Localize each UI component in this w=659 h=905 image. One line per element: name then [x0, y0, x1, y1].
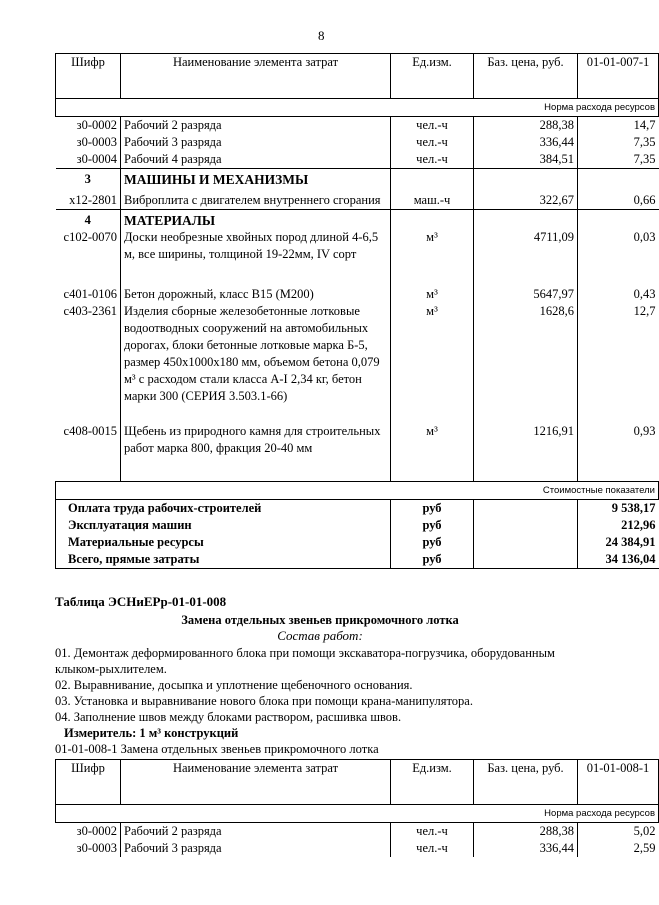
table-subtitle: Замена отдельных звеньев прикромочного лотка — [181, 613, 459, 627]
col-header-code: Шифр — [56, 760, 121, 805]
table-row: с401-0106 Бетон дорожный, класс В15 (М200) м³ 5647,97 0,43 — [56, 281, 659, 303]
work-step: 04. Заполнение швов между блоками раствором, расшивка швов. — [55, 710, 402, 724]
section-machines: 3 МАШИНЫ И МЕХАНИЗМЫ — [56, 169, 659, 189]
col-header-unit: Ед.изм. — [391, 760, 474, 805]
table-row: х12-2801 Виброплита с двигателем внутреннего сгорания маш.-ч 322,67 0,66 — [56, 188, 659, 210]
col-header-unit: Ед.изм. — [391, 54, 474, 99]
table-row: с102-0070 Доски необрезные хвойных пород длиной 4-6,5 м, все ширины, толщиной 19-22мм, IV сорт м³ 4711,09 0,03 — [56, 229, 659, 281]
resource-table-2 — [55, 759, 659, 857]
table-row: з0-0002 Рабочий 2 разряда чел.-ч 288,38 14,7 — [76, 118, 656, 132]
page-number: 8 — [318, 28, 325, 43]
col-header-code: Шифр — [56, 54, 121, 99]
total-row: Всего, прямые затраты руб 34 136,04 — [56, 551, 659, 569]
section-materials: 4 МАТЕРИАЛЫ — [56, 210, 659, 230]
total-row: Оплата труда рабочих-строителей руб 9 538,17 — [56, 500, 659, 518]
col-header-price: Баз. цена, руб. — [474, 54, 578, 99]
norm-label: Норма расхода ресурсов — [56, 805, 659, 823]
resource-table-1 — [55, 53, 659, 569]
work-step: 03. Установка и выравнивание нового блока при помощи крана-манипулятора. — [55, 694, 473, 708]
col-header-price: Баз. цена, руб. — [474, 760, 578, 805]
table-row: з0-0004 Рабочий 4 разряда чел.-ч 384,51 7,35 — [56, 151, 659, 169]
composition-title: Состав работ: — [277, 628, 363, 643]
col-header-name: Наименование элемента затрат — [121, 760, 391, 805]
table-row: з0-0003 Рабочий 3 разряда чел.-ч 336,44 2,59 — [76, 841, 656, 855]
table-title: Таблица ЭСНиЕРр-01-01-008 — [55, 594, 227, 609]
measure-unit: Измеритель: 1 м³ конструкций — [64, 726, 239, 740]
total-row: Материальные ресурсы руб 24 384,91 — [56, 534, 659, 551]
total-row: Эксплуатация машин руб 212,96 — [56, 517, 659, 534]
cost-label: Стоимостные показатели — [56, 482, 659, 500]
table-row: з0-0003 Рабочий 3 разряда чел.-ч 336,44 7,35 — [76, 135, 656, 149]
col-header-name: Наименование элемента затрат — [121, 54, 391, 99]
col-header-norm-code: 01-01-008-1 — [578, 760, 659, 805]
table-row: с403-2361 Изделия сборные железобетонные лотковые водоотводных сооружений на автомобильных дорогах, блоки бетонные лотковые марка Б-5, размер 450х1000х180 мм, объемом бетона 0,079 м³ с расходом стали класса А-I 2,34 кг, бетон марки 300 (СЕРИЯ 3.503.1-66) м³ 1628,6 12,7 — [56, 303, 659, 423]
item-line: 01-01-008-1 Замена отдельных звеньев прикромочного лотка — [55, 742, 379, 756]
table-row: с408-0015 Щебень из природного камня для строительных работ марка 800, фракция 20-40 мм м³ 1216,91 0,93 — [56, 423, 659, 482]
col-header-norm-code: 01-01-007-1 — [578, 54, 659, 99]
work-step: 02. Выравнивание, досыпка и уплотнение щебеночного основания. — [55, 678, 413, 692]
table-row: з0-0002 Рабочий 2 разряда чел.-ч 288,38 5,02 — [76, 824, 656, 838]
norm-label: Норма расхода ресурсов — [56, 99, 659, 117]
work-step: 01. Демонтаж деформированного блока при помощи экскаватора-погрузчика, оборудованным — [55, 646, 555, 660]
work-step: клыком-рыхлителем. — [55, 662, 167, 676]
